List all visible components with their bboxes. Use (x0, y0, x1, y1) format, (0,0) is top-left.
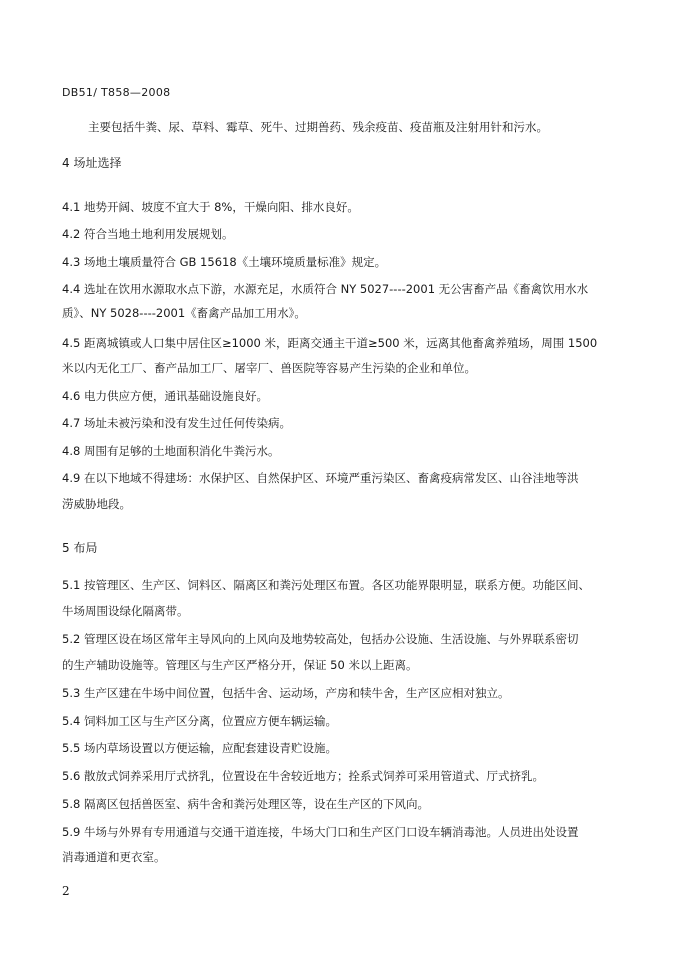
clause-5-2-line-2: 的生产辅助设施等。管理区与生产区严格分开，保证 50 米以上距离。 (62, 658, 418, 672)
clause-5-1-line-2: 牛场周围设绿化隔离带。 (62, 604, 189, 618)
clause-4-7: 4.7 场址未被污染和没有发生过任何传染病。 (62, 416, 291, 430)
clause-4-5-line-1: 4.5 距离城镇或人口集中居住区≥1000 米，距离交通主干道≥500 米，远离其他畜禽养殖场，周围 1500 (62, 336, 598, 350)
clause-5-9-line-2: 消毒通道和更衣室。 (62, 850, 166, 864)
clause-4-5-line-2: 米以内无化工厂、畜产品加工厂、屠宰厂、兽医院等容易产生污染的企业和单位。 (62, 361, 476, 375)
clause-5-4: 5.4 饲料加工区与生产区分离，位置应方便车辆运输。 (62, 714, 337, 728)
clause-5-2-line-1: 5.2 管理区设在场区常年主导风向的上风向及地势较高处，包括办公设施、生活设施、与外界联系密切 (62, 632, 579, 646)
clause-4-4-line-1: 4.4 选址在饮用水源取水点下游，水源充足，水质符合 NY 5027----2001 无公害畜产品《畜禽饮用水水 (62, 282, 589, 296)
clause-5-6: 5.6 散放式饲养采用厅式挤乳，位置设在牛舍较近地方；拴系式饲养可采用管道式、厅式挤乳。 (62, 769, 544, 783)
clause-4-8: 4.8 周围有足够的土地面积消化牛粪污水。 (62, 444, 280, 458)
clause-4-1: 4.1 地势开阔、坡度不宜大于 8%，干燥向阳、排水良好。 (62, 200, 359, 214)
section-4-heading: 4 场址选择 (62, 156, 122, 170)
clause-4-9-line-1: 4.9 在以下地域不得建场：水保护区、自然保护区、环境严重污染区、畜禽疫病常发区、山谷洼地等洪 (62, 471, 579, 485)
clause-5-5: 5.5 场内草场设置以方便运输，应配套建设青贮设施。 (62, 741, 337, 755)
clause-4-4-line-2: 质》、NY 5028----2001《畜禽产品加工用水》。 (62, 306, 306, 320)
clause-4-9-line-2: 涝威胁地段。 (62, 497, 131, 511)
clause-5-1-line-1: 5.1 按管理区、生产区、饲料区、隔离区和粪污处理区布置。各区功能界限明显，联系方便。功能区间、 (62, 578, 590, 592)
clause-4-2: 4.2 符合当地土地利用发展规划。 (62, 227, 234, 241)
section-5-heading: 5 布局 (62, 541, 98, 555)
standard-id: DB51/ T858—2008 (62, 86, 171, 99)
clause-4-6: 4.6 电力供应方便，通讯基础设施良好。 (62, 389, 268, 403)
clause-5-8: 5.8 隔离区包括兽医室、病牛舍和粪污处理区等，设在生产区的下风向。 (62, 797, 429, 811)
clause-5-3: 5.3 生产区建在牛场中间位置，包括牛舍、运动场，产房和犊牛舍，生产区应相对独立。 (62, 686, 510, 700)
intro-paragraph: 主要包括牛粪、尿、草料、霉草、死牛、过期兽药、残余疫苗、疫苗瓶及注射用针和污水。 (88, 120, 548, 134)
clause-5-9-line-1: 5.9 牛场与外界有专用通道与交通干道连接，牛场大门口和生产区门口设车辆消毒池。人员进出处设置 (62, 825, 579, 839)
page-number: 2 (62, 884, 70, 898)
clause-4-3: 4.3 场地土壤质量符合 GB 15618《土壤环境质量标准》规定。 (62, 255, 387, 269)
